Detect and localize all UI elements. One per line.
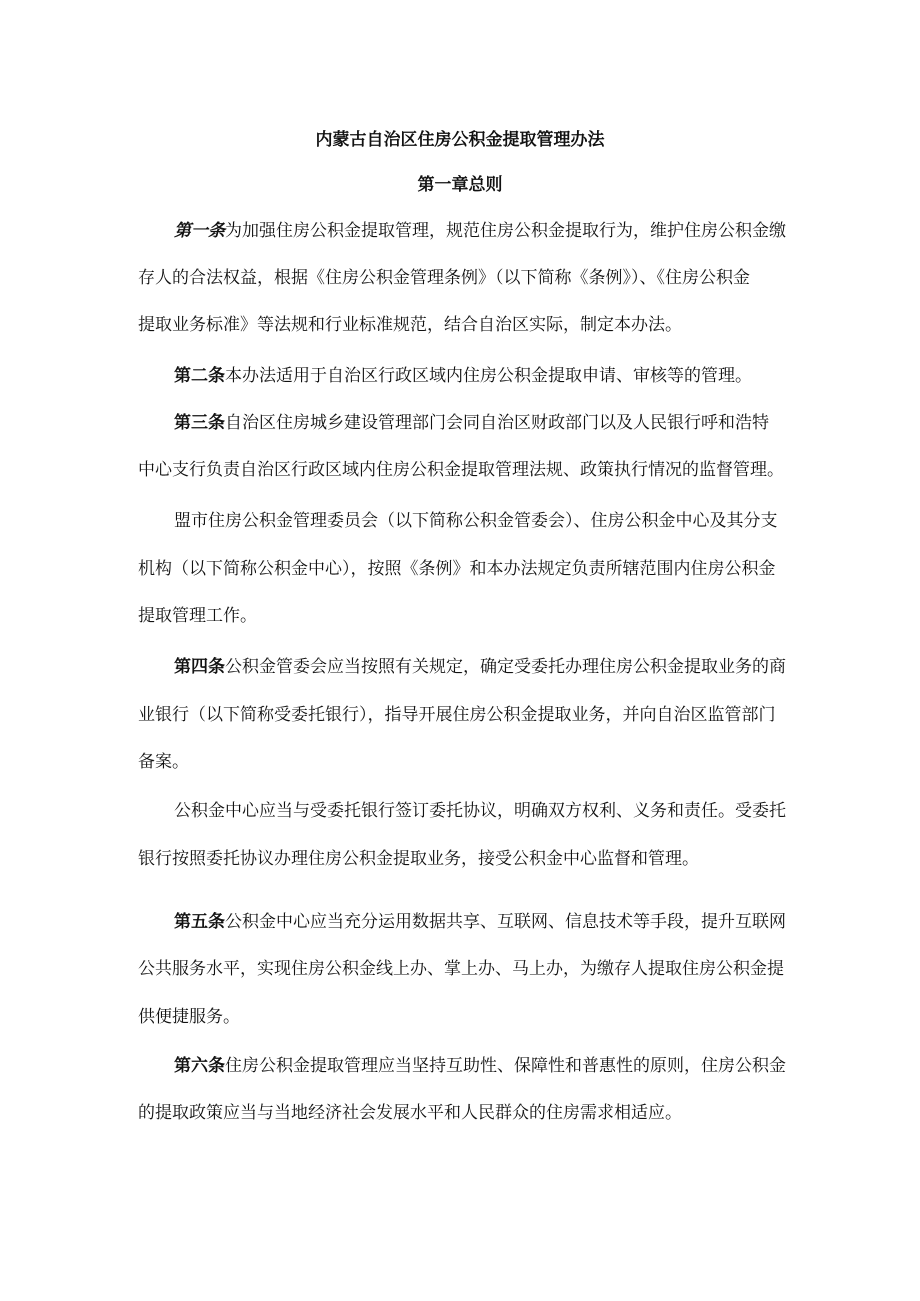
article-5-label: 第五条 bbox=[174, 912, 225, 932]
article-1-text-1: 为加强住房公积金提取管理，规范住房公积金提取行为，维护住房公积金缴 bbox=[225, 221, 786, 241]
article-5-line-2: 公共服务水平，实现住房公积金线上办、掌上办、马上办，为缴存人提取住房公积金提 bbox=[138, 959, 784, 979]
article-2-text-1: 本办法适用于自治区行政区域内住房公积金提取申请、审核等的管理。 bbox=[225, 366, 752, 386]
article-4-para-2-line-2: 银行按照委托协议办理住房公积金提取业务，接受公积金中心监督和管理。 bbox=[138, 849, 699, 869]
article-4-line-3: 备案。 bbox=[138, 752, 189, 772]
article-3-line-2: 中心支行负责自治区行政区域内住房公积金提取管理法规、政策执行情况的监督管理。 bbox=[138, 460, 784, 480]
article-1-line-2: 存人的合法权益，根据《住房公积金管理条例》（以下简称《条例》）、《住房公积金 bbox=[138, 268, 750, 288]
article-6-line-2: 的提取政策应当与当地经济社会发展水平和人民群众的住房需求相适应。 bbox=[138, 1103, 682, 1123]
article-3-para-2-line-1: 盟市住房公积金管理委员会（以下简称公积金管委会）、住房公积金中心及其分支 bbox=[174, 511, 778, 531]
article-3-line-1 bbox=[174, 411, 769, 435]
article-5-text-1: 公积金中心应当充分运用数据共享、互联网、信息技术等手段，提升互联网 bbox=[225, 912, 786, 932]
document-title: 内蒙古自治区住房公积金提取管理办法 bbox=[315, 130, 605, 150]
article-5-line-1 bbox=[174, 910, 786, 934]
article-2-label: 第二条 bbox=[174, 366, 225, 386]
chapter-heading: 第一章总则 bbox=[417, 175, 503, 195]
article-1-line-3: 提取业务标准》等法规和行业标准规范，结合自治区实际，制定本办法。 bbox=[138, 315, 682, 335]
article-1-line-1 bbox=[174, 219, 786, 243]
article-3-para-2-line-2: 机构（以下简称公积金中心），按照《条例》和本办法规定负责所辖范围内住房公积金 bbox=[138, 559, 776, 579]
article-1-label: 第一条 bbox=[174, 221, 225, 241]
article-4-line-1 bbox=[174, 655, 786, 679]
article-4-line-2: 业银行（以下简称受委托银行），指导开展住房公积金提取业务，并向自治区监管部门 bbox=[138, 705, 776, 725]
article-6-text-1: 住房公积金提取管理应当坚持互助性、保障性和普惠性的原则，住房公积金 bbox=[225, 1056, 786, 1076]
article-6-label: 第六条 bbox=[174, 1056, 225, 1076]
article-4-label: 第四条 bbox=[174, 657, 225, 677]
article-5-line-3: 供便捷服务。 bbox=[138, 1007, 240, 1027]
article-6-line-1 bbox=[174, 1054, 786, 1078]
article-3-para-2-line-3: 提取管理工作。 bbox=[138, 606, 257, 626]
article-3-text-1: 自治区住房城乡建设管理部门会同自治区财政部门以及人民银行呼和浩特 bbox=[225, 413, 769, 433]
article-2-line-1 bbox=[174, 364, 752, 388]
article-4-text-1: 公积金管委会应当按照有关规定，确定受委托办理住房公积金提取业务的商 bbox=[225, 657, 786, 677]
article-4-para-2-line-1: 公积金中心应当与受委托银行签订委托协议，明确双方权利、义务和责任。受委托 bbox=[174, 801, 786, 821]
article-3-label: 第三条 bbox=[174, 413, 225, 433]
